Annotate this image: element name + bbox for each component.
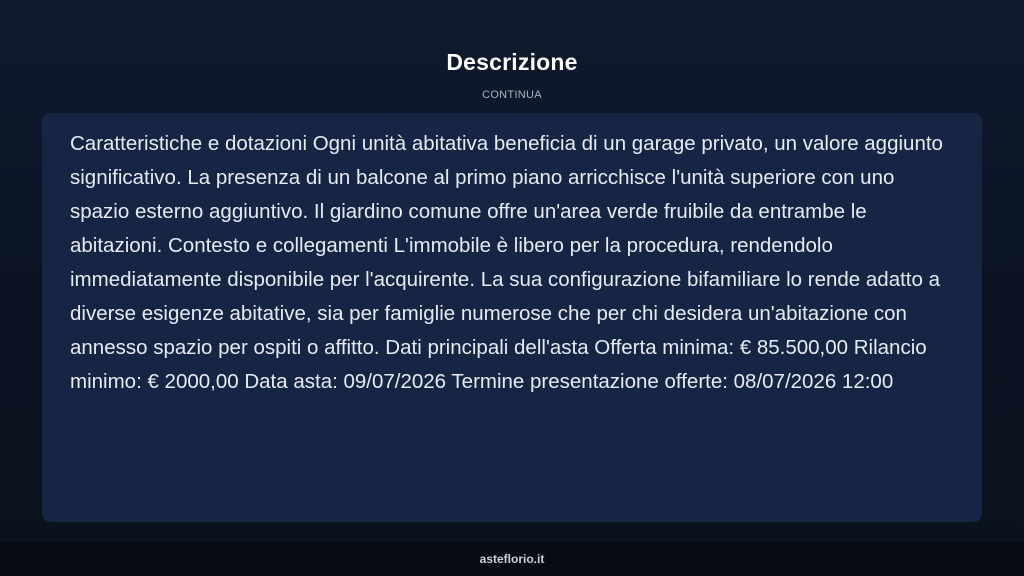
footer-site-label: asteflorio.it (479, 552, 545, 566)
description-card (42, 113, 982, 522)
page-title: Descrizione (446, 49, 578, 75)
description-text: Caratteristiche e dotazioni Ogni unità abitativa beneficia di un garage privato, un valore aggiunto significativo. La presenza di un balcone al primo piano arricchisce l'unità superiore con uno spazio esterno aggiuntivo. Il giardino comune offre un'area verde fruibile da entrambe le abitazioni. Contesto e collegamenti L'immobile è libero per la procedura, rendendolo immediatamente disponibile per l'acquirente. La sua configurazione bifamiliare lo rende adatto a diverse esigenze abitative, sia per famiglie numerose che per chi desidera un'abitazione con annesso spazio per ospiti o affitto. Dati principali dell'asta Offerta minima: € 85.500,00 Rilancio minimo: € 2000,00 Data asta: 09/07/2026 Termine presentazione offerte: 08/07/2026 12:00 (70, 132, 943, 393)
footer-bar (0, 542, 1024, 576)
page-subtitle: CONTINUA (482, 89, 542, 101)
